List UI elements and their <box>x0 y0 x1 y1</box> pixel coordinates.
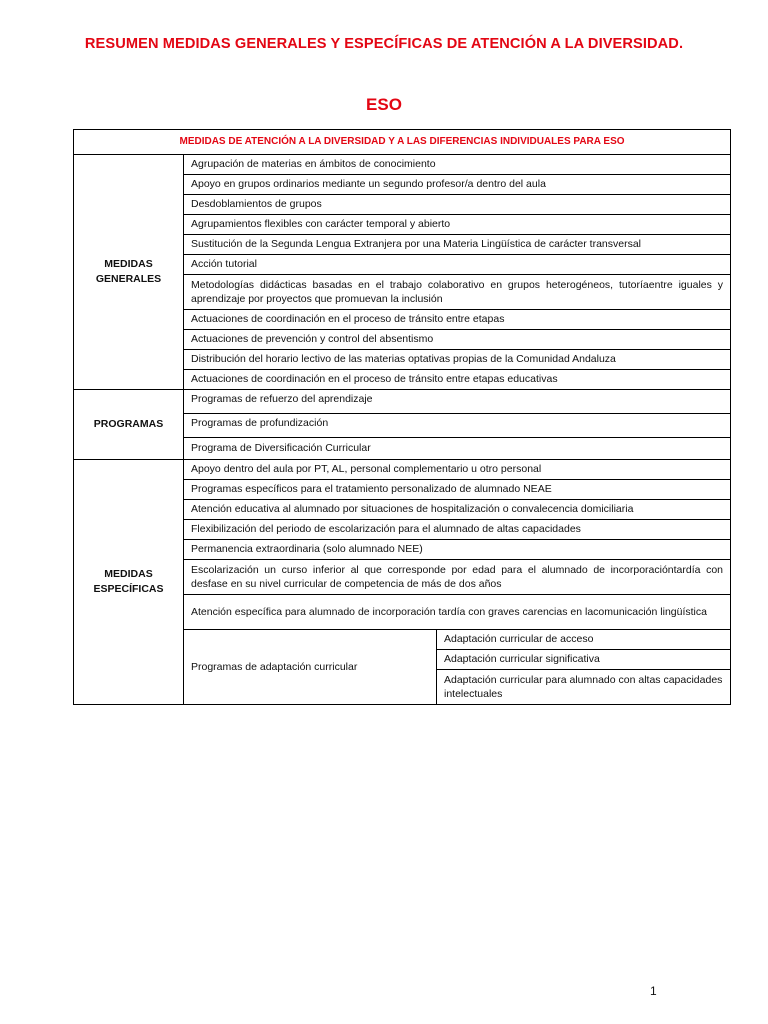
measure-item: Distribución del horario lectivo de las materias optativas propias de la Comunidad Andaluza <box>184 350 731 370</box>
measure-item: Permanencia extraordinaria (solo alumnado NEE) <box>184 540 731 560</box>
measure-item: Acción tutorial <box>184 255 731 275</box>
measure-item: Apoyo en grupos ordinarios mediante un segundo profesor/a dentro del aula <box>184 175 731 195</box>
measure-item: Escolarización un curso inferior al que corresponde por edad para el alumnado de incorporacióntardía con desfase en su nivel curricular de competencia de más de dos años <box>184 560 731 595</box>
measure-item: Agrupación de materias en ámbitos de conocimiento <box>184 155 731 175</box>
measure-item: Actuaciones de prevención y control del absentismo <box>184 330 731 350</box>
table-header-row <box>74 130 731 155</box>
measure-item: Atención específica para alumnado de incorporación tardía con graves carencias en lacomunicación lingüística <box>184 595 731 630</box>
table-row <box>74 390 731 414</box>
table-row <box>74 460 731 480</box>
category-label: GENERALES <box>95 272 162 285</box>
page-number: 1 <box>650 984 657 998</box>
measure-item: Metodologías didácticas basadas en el trabajo colaborativo en grupos heterogéneos, tutoríaentre iguales y aprendizaje por proyectos que promuevan la inclusión <box>184 275 731 310</box>
adaptation-item: Adaptación curricular de acceso <box>437 630 731 650</box>
measure-item: Desdoblamientos de grupos <box>184 195 731 215</box>
measure-item: Actuaciones de coordinación en el proceso de tránsito entre etapas educativas <box>184 370 731 390</box>
measure-item: Apoyo dentro del aula por PT, AL, personal complementario u otro personal <box>184 460 731 480</box>
measures-table <box>73 129 731 705</box>
measure-item: Flexibilización del periodo de escolarización para el alumnado de altas capacidades <box>184 520 731 540</box>
category-label: ESPECÍFICAS <box>93 582 164 595</box>
document-subtitle: ESO <box>366 95 402 114</box>
category-programas: PROGRAMAS <box>74 390 184 460</box>
adaptation-item: Adaptación curricular para alumnado con altas capacidades intelectuales <box>437 670 731 705</box>
measure-item: Programas específicos para el tratamiento personalizado de alumnado NEAE <box>184 480 731 500</box>
adaptation-programs-label: Programas de adaptación curricular <box>184 630 437 705</box>
table-header: MEDIDAS DE ATENCIÓN A LA DIVERSIDAD Y A LAS DIFERENCIAS INDIVIDUALES PARA ESO <box>74 130 731 155</box>
measure-item: Atención educativa al alumnado por situaciones de hospitalización o convalecencia domiciliaria <box>184 500 731 520</box>
adaptation-item: Adaptación curricular significativa <box>437 650 731 670</box>
measure-item: Programas de profundización <box>184 414 731 438</box>
measure-item: Programas de refuerzo del aprendizaje <box>184 390 731 414</box>
measure-item: Programa de Diversificación Curricular <box>184 438 731 460</box>
measure-item: Sustitución de la Segunda Lengua Extranjera por una Materia Lingüística de carácter transversal <box>184 235 731 255</box>
measure-item: Agrupamientos flexibles con carácter temporal y abierto <box>184 215 731 235</box>
document-title: RESUMEN MEDIDAS GENERALES Y ESPECÍFICAS DE ATENCIÓN A LA DIVERSIDAD. <box>84 36 684 52</box>
measure-item: Actuaciones de coordinación en el proceso de tránsito entre etapas <box>184 310 731 330</box>
category-label: MEDIDAS <box>104 257 153 270</box>
category-medidas-generales <box>74 155 184 390</box>
category-medidas-especificas <box>74 460 184 705</box>
category-label: MEDIDAS <box>104 567 153 580</box>
table-row <box>74 155 731 175</box>
